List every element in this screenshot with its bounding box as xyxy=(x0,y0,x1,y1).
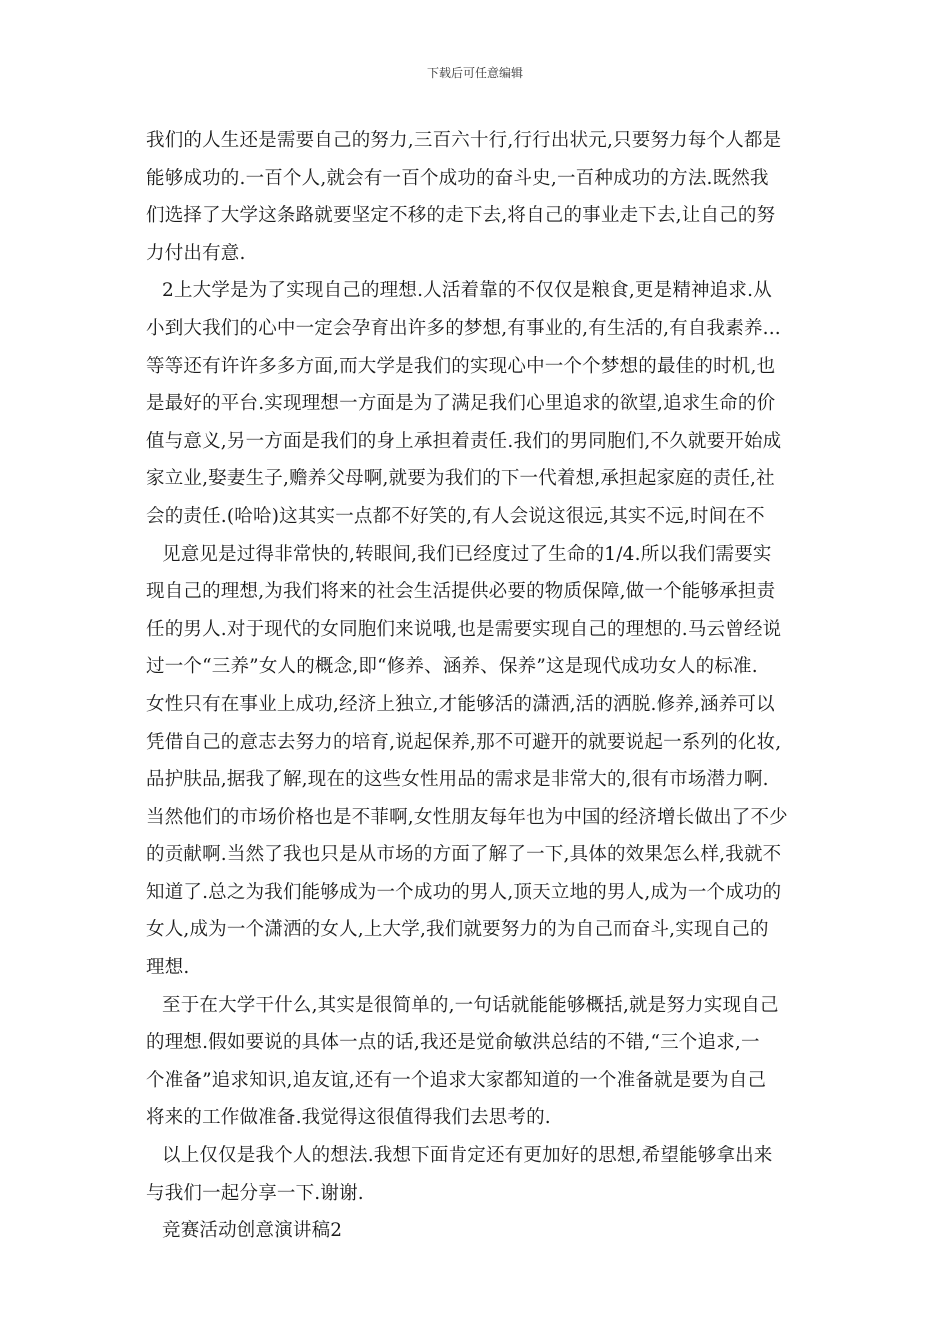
text-line: 的贡献啊.当然了我也只是从市场的方面了解了一下,具体的效果怎么样,我就不 xyxy=(146,844,782,866)
text-line: 的理想.假如要说的具体一点的话,我还是觉俞敏洪总结的不错,“三个追求,一 xyxy=(146,1032,760,1054)
text-line: 力付出有意. xyxy=(146,242,246,264)
text-line: 我们的人生还是需要自己的努力,三百六十行,行行出状元,只要努力每个人都是 xyxy=(146,130,782,151)
text-line: 个准备”追求知识,追友谊,还有一个追求大家都知道的一个准备就是要为自己 xyxy=(146,1069,767,1091)
text-line: 见意见是过得非常快的,转眼间,我们已经度过了生命的1/4.所以我们需要实 xyxy=(162,543,772,565)
text-line: 等等还有许许多多方面,而大学是我们的实现心中一个个梦想的最佳的时机,也 xyxy=(146,355,776,377)
text-line: 知道了.总之为我们能够成为一个成功的男人,顶天立地的男人,成为一个成功的 xyxy=(146,881,782,903)
text-line: 理想. xyxy=(146,957,190,979)
text-line: 女性只有在事业上成功,经济上独立,才能够活的潇洒,活的洒脱.修养,涵养可以 xyxy=(146,693,775,715)
text-line: 至于在大学干什么,其实是很简单的,一句话就能能够概括,就是努力实现自己 xyxy=(162,994,779,1016)
text-line: 过一个“三养”女人的概念,即“修养、涵养、保养”这是现代成功女人的标准. xyxy=(146,656,758,678)
text-line: 任的男人.对于现代的女同胞们来说哦,也是需要实现自己的理想的.马云曾经说 xyxy=(146,618,782,640)
text-line: 现自己的理想,为我们将来的社会生活提供必要的物质保障,做一个能够承担责 xyxy=(146,581,776,603)
text-line: 是最好的平台.实现理想一方面是为了满足我们心里追求的欲望,追求生命的价 xyxy=(146,393,776,415)
text-line: 当然他们的市场价格也是不菲啊,女性朋友每年也为中国的经济增长做出了不少 xyxy=(146,806,788,828)
document-body xyxy=(146,126,810,1254)
text-line: 将来的工作做准备.我觉得这很值得我们去思考的. xyxy=(146,1107,551,1129)
text-line: 凭借自己的意志去努力的培育,说起保养,那不可避开的就要说起一系列的化妆, xyxy=(146,731,782,753)
text-line: 会的责任.(哈哈)这其实一点都不好笑的,有人会说这很远,其实不远,时间在不 xyxy=(146,505,765,527)
text-line: 能够成功的.一百个人,就会有一百个成功的奋斗史,一百种成功的方法.既然我 xyxy=(146,167,769,189)
text-line: 们选择了大学这条路就要坚定不移的走下去,将自己的事业走下去,让自己的努 xyxy=(146,205,776,227)
text-line: 以上仅仅是我个人的想法.我想下面肯定还有更加好的思想,希望能够拿出来 xyxy=(162,1145,773,1167)
text-line: 竞赛活动创意演讲稿2 xyxy=(162,1220,343,1242)
text-line: 小到大我们的心中一定会孕育出许多的梦想,有事业的,有生活的,有自我素养... xyxy=(146,317,781,339)
text-line: 2上大学是为了实现自己的理想.人活着靠的不仅仅是粮食,更是精神追求.从 xyxy=(162,280,772,302)
page-header: 下载后可任意编辑 xyxy=(426,66,523,80)
text-line: 值与意义,另一方面是我们的身上承担着责任.我们的男同胞们,不久就要开始成 xyxy=(146,430,782,452)
text-line: 品护肤品,据我了解,现在的这些女性用品的需求是非常大的,很有市场潜力啊. xyxy=(146,769,769,791)
text-line: 家立业,娶妻生子,赡养父母啊,就要为我们的下一代着想,承担起家庭的责任,社 xyxy=(146,468,775,490)
text-line: 女人,成为一个潇洒的女人,上大学,我们就要努力的为自己而奋斗,实现自己的 xyxy=(146,919,769,941)
text-line: 与我们一起分享一下.谢谢. xyxy=(146,1182,364,1204)
